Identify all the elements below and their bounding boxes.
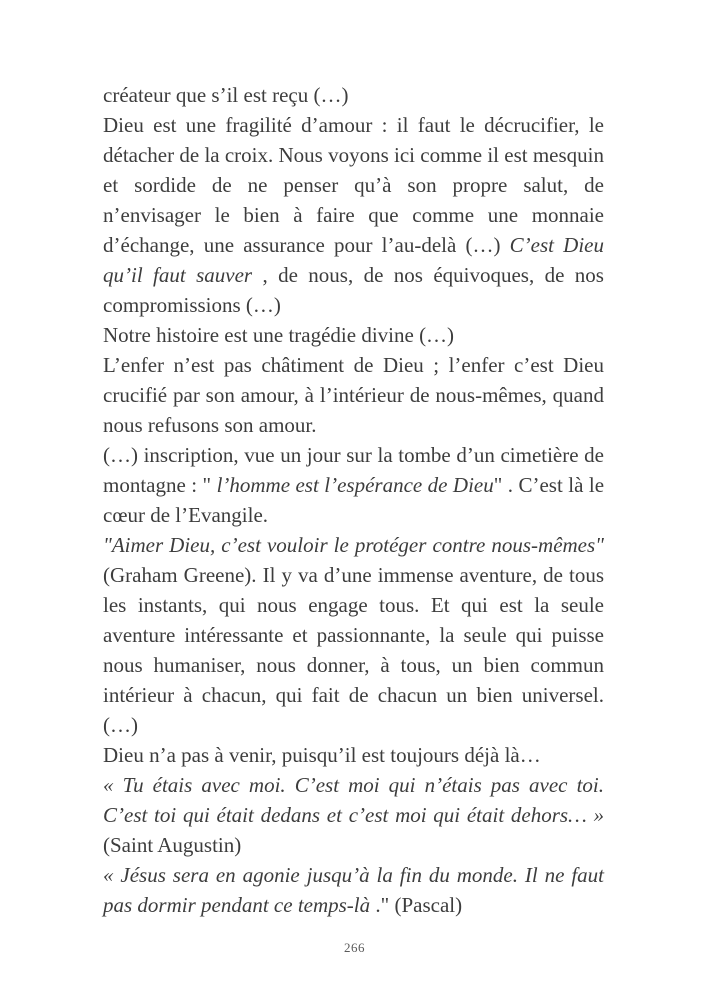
paragraph — [103, 770, 604, 860]
text-segment: , de nous, de nos équivoques, de nos compromissions (…) — [103, 263, 604, 317]
paragraph — [103, 860, 604, 920]
text-segment: Dieu n’a pas à venir, puisqu’il est toujours déjà là… — [103, 743, 541, 767]
paragraph — [103, 740, 604, 770]
text-segment: créateur que s’il est reçu (…) — [103, 83, 349, 107]
text-segment: (…) inscription, vue un jour sur la tombe d’un cimetière de montagne : " — [103, 443, 604, 497]
text-segment: (Graham Greene). Il y va d’une immense aventure, de tous les instants, qui nous engage tous. Et qui est la seule aventure intéressante et passionnante, la seule qui puisse nous humaniser, nous donner, à tous, un bien commun intérieur à chacun, qui fait de chacun un bien universel. (…) — [103, 563, 604, 737]
text-segment: Notre histoire est une tragédie divine (…) — [103, 323, 455, 347]
paragraph — [103, 110, 604, 320]
text-segment: " . C’est là le cœur de l’Evangile. — [103, 473, 605, 527]
page-number: 266 — [344, 940, 365, 955]
italic-text-segment: « Tu étais avec moi. C’est moi qui n’étais pas avec toi. C’est toi qui était dedans et c’est moi qui était dehors… » — [103, 773, 604, 827]
italic-text-segment: C’est Dieu qu’il faut sauver — [103, 233, 604, 287]
italic-text-segment: l’homme est l’espérance de Dieu — [216, 473, 494, 497]
text-segment: (Saint Augustin) — [103, 833, 242, 857]
text-block — [103, 80, 604, 920]
paragraph — [103, 80, 604, 110]
paragraph — [103, 350, 604, 440]
paragraph — [103, 530, 604, 740]
text-segment: Dieu est une fragilité d’amour : il faut le décrucifier, le détacher de la croix. Nous voyons ici comme il est mesquin et sordide de ne penser qu’à son propre salut, de n’envisager le bien à faire que comme une monnaie d’échange, une assurance pour l’au-delà (…) — [103, 113, 604, 257]
italic-text-segment: "Aimer Dieu, c’est vouloir le protéger contre nous-mêmes" — [103, 533, 604, 557]
text-segment: L’enfer n’est pas châtiment de Dieu ; l’enfer c’est Dieu crucifié par son amour, à l’intérieur de nous-mêmes, quand nous refusons son amour. — [103, 353, 604, 437]
italic-text-segment: « Jésus sera en agonie jusqu’à la fin du monde. Il ne faut pas dormir pendant ce temps-là — [103, 863, 604, 917]
text-segment: ." (Pascal) — [370, 893, 463, 917]
paragraph — [103, 440, 604, 530]
paragraph — [103, 320, 604, 350]
